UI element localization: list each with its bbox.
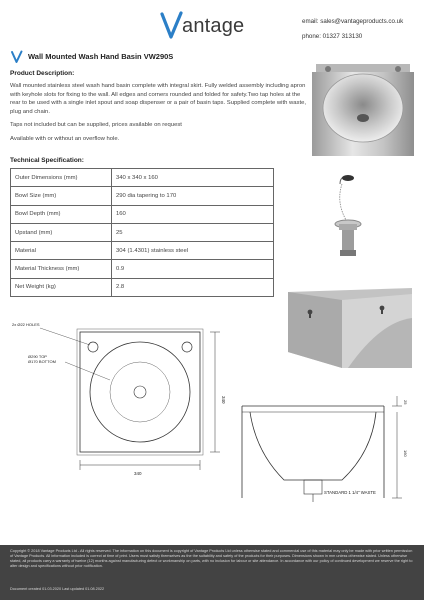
bottom-dia-label: Ø170 BOTTOM [28, 359, 56, 364]
phone-text[interactable]: phone: 01327 313130 [302, 33, 363, 40]
tap-holes-label: 2x Ø22 HOLES [12, 322, 40, 327]
description-paragraph: Wall mounted stainless steel wash hand basin complete with integral skirt. Fully welded assembly including apron with keyhole slots for fixing to the wall. All edges and corners rounded and folded for safety.Two tap holes at the rear to be used with a single inlet spout and soap dispenser or a pair of basin taps. Supplied complete with waste, plug and chain. [10, 83, 307, 115]
table-row: Material Thickness (mm) 0.9 [11, 260, 274, 278]
width-label: 340 [134, 471, 142, 476]
table-row: Upstand (mm) 25 [11, 223, 274, 241]
height-label: 160 [403, 450, 408, 457]
contact-info [302, 14, 403, 44]
section-drawing [234, 392, 414, 510]
footer-legal: Copyright © 2018 Vantage Products Ltd - All rights reserved. The information on this document is copyright of Vantage Products Ltd unless otherwise stated and commercial use of this material may only be made with prior written permission of Vantage Products. All information included is correct at time of print. Users must satisfy themselves as the the suitability and safety of the products for their purposes. Dimensions shown in mm unless otherwise stated. Unless otherwise stated, all products carry a warranty of twelve (12) months against manufacturing defect or workmanship on parts, with no inclusion for labour or site attendance. In accordance with our policy of continued development we reserve the right to alter design and specifications without prior notification. [10, 549, 413, 568]
description-body [10, 82, 310, 149]
table-row: Material 304 (1.4301) stainless steel [11, 242, 274, 260]
logo-v-icon [160, 10, 184, 40]
table-row: Outer Dimensions (mm) 340 x 340 x 160 [11, 169, 274, 187]
email-text[interactable]: email: sales@vantageproducts.co.uk [302, 18, 404, 25]
table-row: Bowl Size (mm) 290 dia tapering to 170 [11, 187, 274, 205]
footer [0, 545, 424, 600]
table-row: Bowl Depth (mm) 160 [11, 205, 274, 223]
description-heading: Product Description: [10, 70, 75, 77]
waste-label: STANDARD 1 1/4" WASTE [324, 490, 376, 495]
title-v-icon [10, 50, 24, 64]
spec-table [10, 168, 274, 297]
upstand-label: 25 [403, 400, 408, 405]
footer-dates: Document created 01.03.2020 Last updated 01.08.2022 [10, 587, 105, 591]
spec-heading: Technical Specification: [10, 157, 84, 164]
basin-photo [308, 60, 418, 160]
product-title: Wall Mounted Wash Hand Basin VW290S [28, 52, 174, 61]
waste-photo [328, 172, 368, 260]
table-row: Net Weight (kg) 2.8 [11, 278, 274, 296]
depth-label: 340 [221, 396, 226, 404]
description-paragraph: Taps not included but can be supplied, prices available on request [10, 122, 182, 129]
description-paragraph: Available with or without an overflow hole. [10, 135, 120, 142]
logo-wordmark: antage [182, 15, 245, 37]
top-dia-label: Ø290 TOP [28, 354, 47, 359]
keyhole-back-photo [282, 282, 418, 370]
vantage-logo [160, 10, 280, 40]
plan-drawing [10, 320, 234, 510]
